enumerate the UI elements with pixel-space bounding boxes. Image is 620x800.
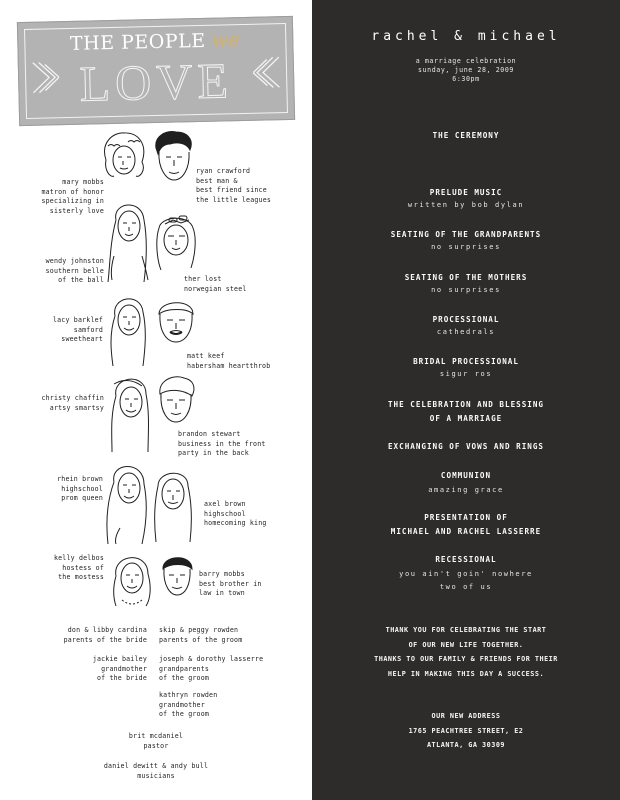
couple-names: rachel & michael [371,29,561,44]
portrait-brandon-icon [154,374,198,428]
caption-wendy: wendy johnston southern belle of the ball [45,257,104,285]
banner-love: LOVE [78,52,234,112]
portrait-ther-icon [151,212,201,274]
program-item: BRIDAL PROCESSIONAL sigur ros [413,357,519,378]
caption-grandmother-bride: jackie bailey grandmother of the bride [92,655,147,683]
program-item: COMMUNION amazing grace [428,471,504,494]
portrait-axel-icon [150,466,196,546]
portrait-rhein-icon [102,458,152,548]
program-item: PRESENTATION OF MICHAEL AND RACHEL LASSERRE [390,513,542,536]
program-item: SEATING OF THE GRANDPARENTS no surprises [390,230,542,251]
portrait-christy-icon [106,370,154,456]
caption-parents-bride: don & libby cardina parents of the bride [63,626,147,644]
new-address: OUR NEW ADDRESS 1765 PEACHTREE STREET, E2 ATLANTA, GA 30309 [408,712,524,749]
caption-ryan: ryan crawford best man & best friend since the little leagues [196,167,272,204]
caption-lacy: lacy barklef samford sweetheart [52,316,103,344]
portrait-kelly-icon [108,548,154,616]
portrait-lacy-icon [105,290,151,370]
thank-you-message: THANK YOU FOR CELEBRATING THE START OF OUR NEW LIFE TOGETHER. THANKS TO OUR FAMILY & FRIENDS FOR THEIR HELP IN MAKING THIS DAY A SUCCESS. [374,626,558,678]
caption-musicians: daniel dewitt & andy bull musicians [103,762,209,780]
banner-title: THE PEOPLE we [69,29,241,55]
portrait-wendy-icon [104,196,152,286]
caption-brandon: brandon stewart business in the front party in the back [178,430,266,458]
program-item: EXCHANGING OF VOWS AND RINGS [387,442,544,451]
program-item: THE CELEBRATION AND BLESSING OF A MARRIAGE [387,400,544,423]
program-item: RECESSIONAL you ain't goin' nowhere two of us [399,555,533,591]
portrait-matt-icon [153,296,199,348]
ceremony-heading: THE CEREMONY [432,131,500,140]
chevron-right-ornament [252,45,283,100]
caption-matt: matt keef habersham heartthrob [187,352,271,370]
program-item: PRELUDE MUSIC written by bob dylan [407,188,525,209]
caption-ther: ther lost norwegian steel [184,275,247,293]
caption-kelly: kelly delbos hostess of the mostess [53,554,104,582]
caption-christy: christy chaffin artsy smartsy [41,394,104,412]
program-item: SEATING OF THE MOTHERS no surprises [404,273,528,294]
caption-grandmother-groom: kathryn rowden grandmother of the groom [159,691,218,719]
caption-pastor: brit mcdaniel pastor [128,732,184,750]
event-subtitle: a marriage celebration sunday, june 28, 2009 6:30pm [415,57,517,83]
caption-rhein: rhein brown highschool prom queen [57,475,103,503]
people-banner [17,16,295,126]
program-panel [312,0,620,800]
caption-mary: mary mobbs matron of honor specializing in sisterly love [41,178,104,215]
caption-axel: axel brown highschool homecoming king [204,500,267,528]
portrait-ryan-icon [150,130,198,186]
caption-grandparents-groom: joseph & dorothy lasserre grandparents of the groom [159,655,264,683]
program-item: PROCESSIONAL cathedrals [432,315,500,336]
caption-barry: barry mobbs best brother in law in town [199,570,262,598]
chevron-left-ornament [29,50,60,105]
portrait-mary-icon [96,130,152,186]
caption-parents-groom: skip & peggy rowden parents of the groom [159,626,243,644]
portrait-barry-icon [158,551,196,599]
